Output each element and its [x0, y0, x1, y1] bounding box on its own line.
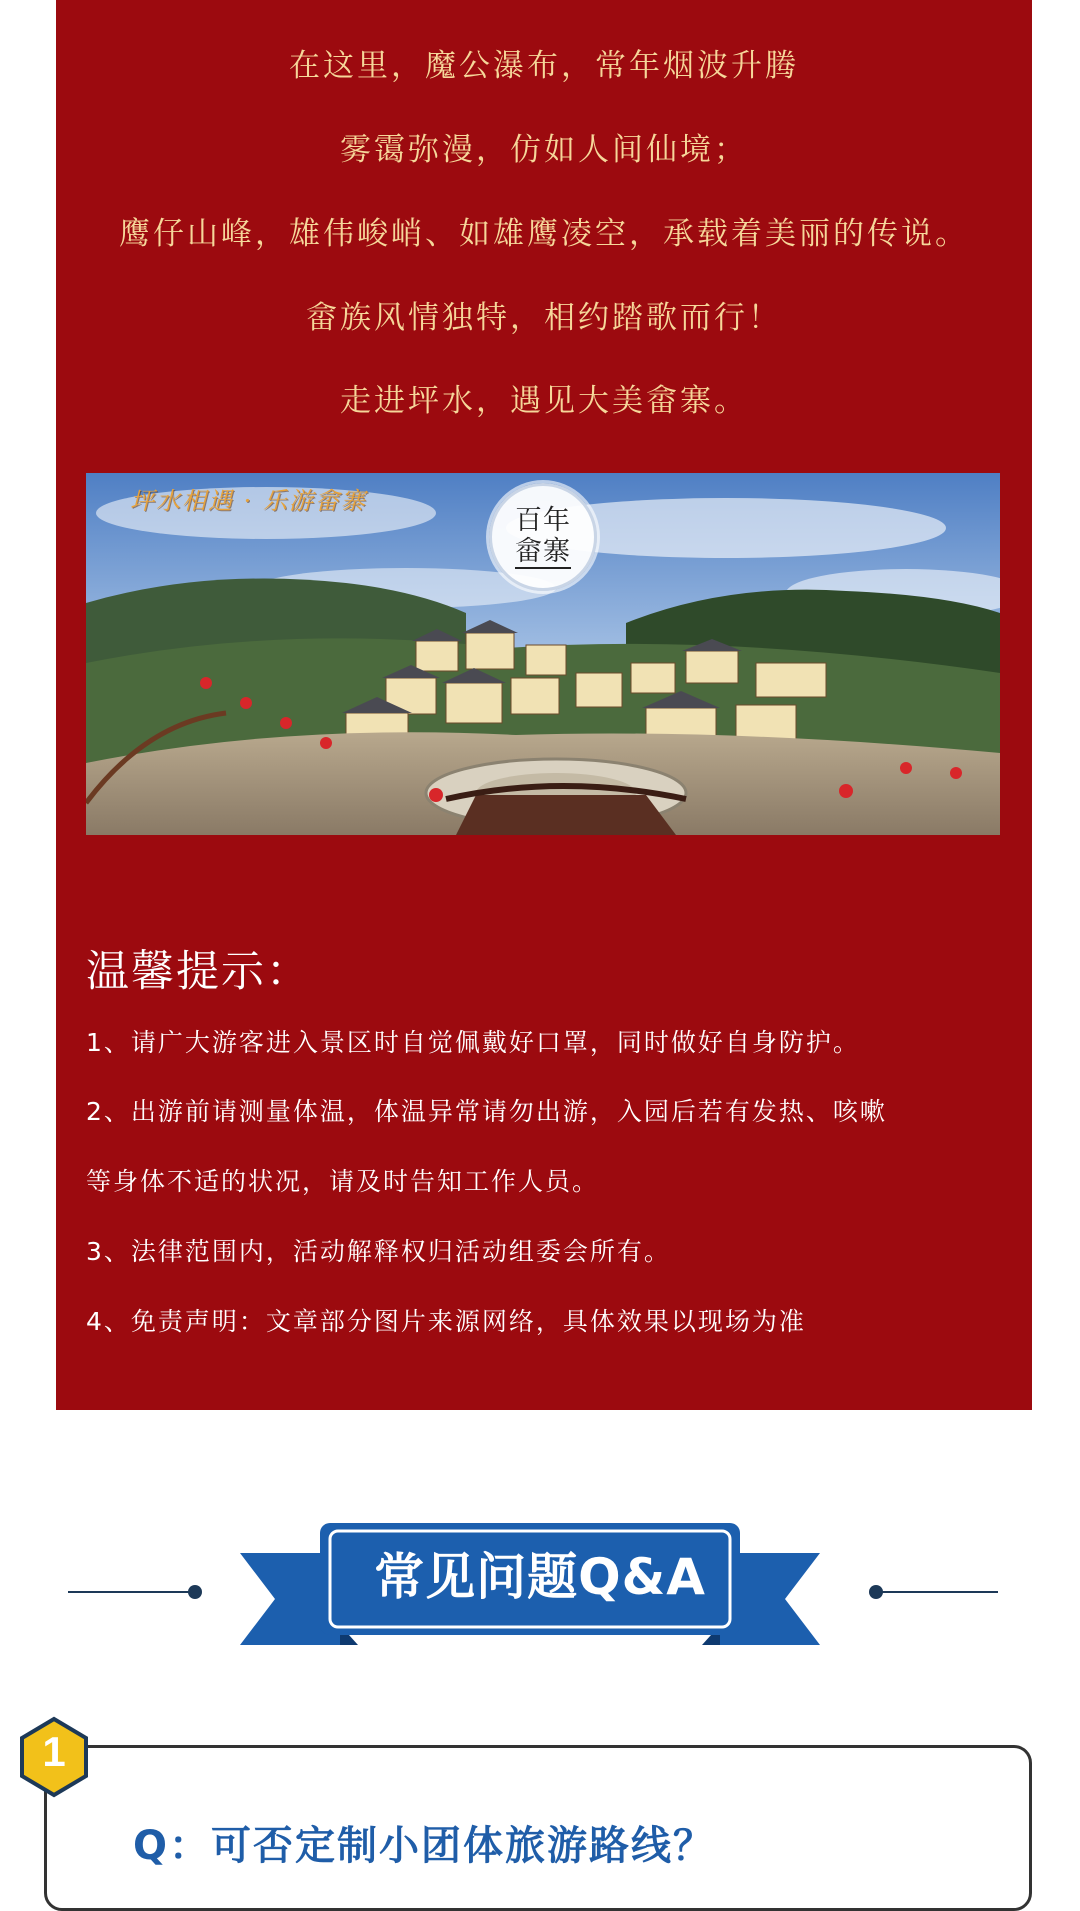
- badge-line: 畲寨: [515, 536, 571, 567]
- badge-line: 百年: [515, 505, 571, 536]
- question-card[interactable]: [44, 1745, 1032, 1911]
- red-content-panel: [56, 0, 1032, 1410]
- tip-item: 2、出游前请测量体温，体温异常请勿出游，入园后若有发热、咳嗽: [86, 1097, 887, 1126]
- poem-line: 走进坪水，遇见大美畲寨。: [340, 383, 748, 419]
- qa-section-title: 常见问题Q&A: [374, 1548, 706, 1606]
- tip-item: 4、免责声明：文章部分图片来源网络，具体效果以现场为准: [86, 1307, 806, 1336]
- poem-line: 在这里，魔公瀑布，常年烟波升腾: [289, 48, 799, 84]
- poem-line: 畲族风情独特，相约踏歌而行！: [306, 300, 782, 336]
- tip-item: 3、法律范围内，活动解释权归活动组委会所有。: [86, 1237, 671, 1266]
- poem-line: 雾霭弥漫，仿如人间仙境；: [340, 132, 748, 168]
- question-number: 1: [42, 1728, 66, 1775]
- question-number-badge: [18, 1716, 90, 1798]
- tips-heading: 温馨提示：: [86, 947, 311, 997]
- village-panorama-image: [86, 473, 1000, 835]
- tip-item: 1、请广大游客进入景区时自觉佩戴好口罩，同时做好自身防护。: [86, 1028, 860, 1057]
- photo-caption: 坪水相遇 · 乐游畲寨: [130, 487, 367, 515]
- divider-dot-left: [188, 1585, 202, 1599]
- divider-line-left: [68, 1591, 198, 1593]
- hundred-year-badge: [489, 483, 597, 591]
- divider-line-right: [878, 1591, 998, 1593]
- tip-item: 等身体不适的状况，请及时告知工作人员。: [86, 1167, 600, 1196]
- question-text: Q：可否定制小团体旅游路线？: [133, 1823, 716, 1869]
- poem-line: 鹰仔山峰，雄伟峻峭、如雄鹰凌空，承载着美丽的传说。: [119, 216, 969, 252]
